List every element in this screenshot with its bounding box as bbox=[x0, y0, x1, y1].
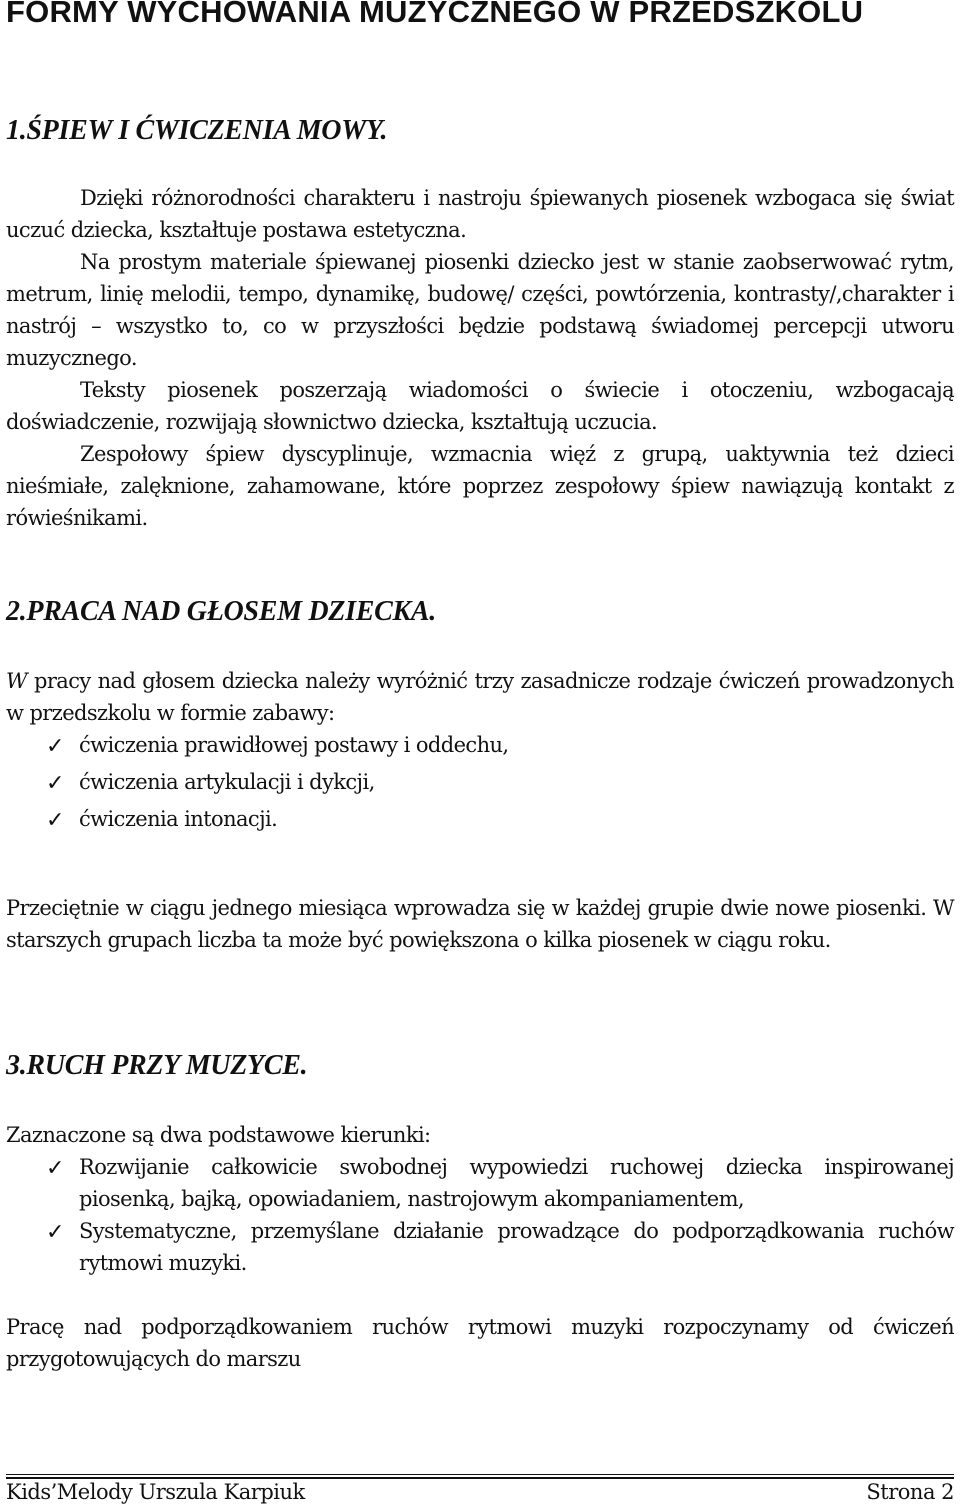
section-2-exercise-list bbox=[6, 729, 954, 840]
section-1-heading: 1.ŚPIEW I ĆWICZENIA MOWY. bbox=[6, 115, 388, 146]
page-footer bbox=[6, 1476, 954, 1508]
list-item-text: ćwiczenia artykulacji i dykcji, bbox=[79, 770, 375, 794]
intro-text: pracy nad głosem dziecka należy wyróżnić trzy zasadnicze rodzaje ćwiczeń prowadzonych w przedszkolu w formie zabawy: bbox=[6, 669, 954, 725]
list-item bbox=[6, 729, 954, 761]
footer-divider bbox=[6, 1474, 954, 1475]
intro-initial-letter: W bbox=[6, 669, 27, 693]
list-item-text: Rozwijanie całkowicie swobodnej wypowiedzi ruchowej dziecka inspirowanej piosenką, bajką, opowiadaniem, nastrojowym akompaniamentem, bbox=[79, 1155, 954, 1211]
section-2-closing-paragraph: Przeciętnie w ciągu jednego miesiąca wprowadza się w każdej grupie dwie nowe piosenki. W starszych grupach liczba ta może być powiększona o kilka piosenek w ciągu roku. bbox=[6, 896, 954, 952]
section-3-closing bbox=[6, 1311, 954, 1375]
section-3-heading: 3.RUCH PRZY MUZYCE. bbox=[6, 1050, 308, 1081]
section-1-paragraph-4: Zespołowy śpiew dyscyplinuje, wzmacnia więź z grupą, uaktywnia też dzieci nieśmiałe, zalęknione, zahamowane, które poprzez zespołowy śpiew nawiązują kontakt z rówieśnikami. bbox=[6, 442, 954, 530]
footer-author: Kids’Melody Urszula Karpiuk bbox=[6, 1480, 305, 1504]
section-1-paragraph-1: Dzięki różnorodności charakteru i nastroju śpiewanych piosenek wzbogaca się świat uczuć dziecka, kształtuje postawa estetyczna. bbox=[6, 186, 954, 242]
list-item-text: Systematyczne, przemyślane działanie prowadzące do podporządkowania ruchów rytmowi muzyki. bbox=[79, 1219, 954, 1275]
section-1-paragraph-2: Na prostym materiale śpiewanej piosenki dziecko jest w stanie zaobserwować rytm, metrum, linię melodii, tempo, dynamikę, budowę/ części, powtórzenia, kontrasty/,charakter i nastrój – wszystko to, co w przyszłości będzie podstawą świadomej percepcji utworu muzycznego. bbox=[6, 250, 954, 370]
checkmark-icon: ✓ bbox=[46, 808, 64, 833]
section-2-heading: 2.PRACA NAD GŁOSEM DZIECKA. bbox=[6, 596, 436, 627]
checkmark-icon: ✓ bbox=[46, 771, 64, 796]
section-2-intro bbox=[6, 665, 954, 729]
checkmark-icon: ✓ bbox=[46, 1156, 64, 1181]
section-2-closing bbox=[6, 892, 954, 956]
section-3-direction-list bbox=[6, 1151, 954, 1279]
checkmark-icon: ✓ bbox=[46, 734, 64, 759]
list-item bbox=[6, 766, 954, 798]
list-item bbox=[6, 1215, 954, 1279]
section-2-intro-paragraph bbox=[6, 665, 954, 729]
section-1-paragraph-3: Teksty piosenek poszerzają wiadomości o świecie i otoczeniu, wzbogacają doświadczenie, rozwijają słownictwo dziecka, kształtują uczucia. bbox=[6, 378, 954, 434]
section-3-closing-paragraph: Pracę nad podporządkowaniem ruchów rytmowi muzyki rozpoczynamy od ćwiczeń przygotowujących do marszu bbox=[6, 1315, 954, 1371]
checkmark-icon: ✓ bbox=[46, 1220, 64, 1245]
document-title: FORMY WYCHOWANIA MUZYCZNEGO W PRZEDSZKOLU bbox=[6, 0, 864, 29]
list-item bbox=[6, 803, 954, 835]
footer-page-number: Strona 2 bbox=[866, 1480, 954, 1504]
list-item-text: ćwiczenia intonacji. bbox=[79, 807, 278, 831]
section-1-body bbox=[6, 182, 954, 534]
section-3-intro bbox=[6, 1119, 954, 1151]
list-item-text: ćwiczenia prawidłowej postawy i oddechu, bbox=[79, 733, 509, 757]
list-item bbox=[6, 1151, 954, 1215]
section-3-intro-paragraph: Zaznaczone są dwa podstawowe kierunki: bbox=[6, 1123, 431, 1147]
